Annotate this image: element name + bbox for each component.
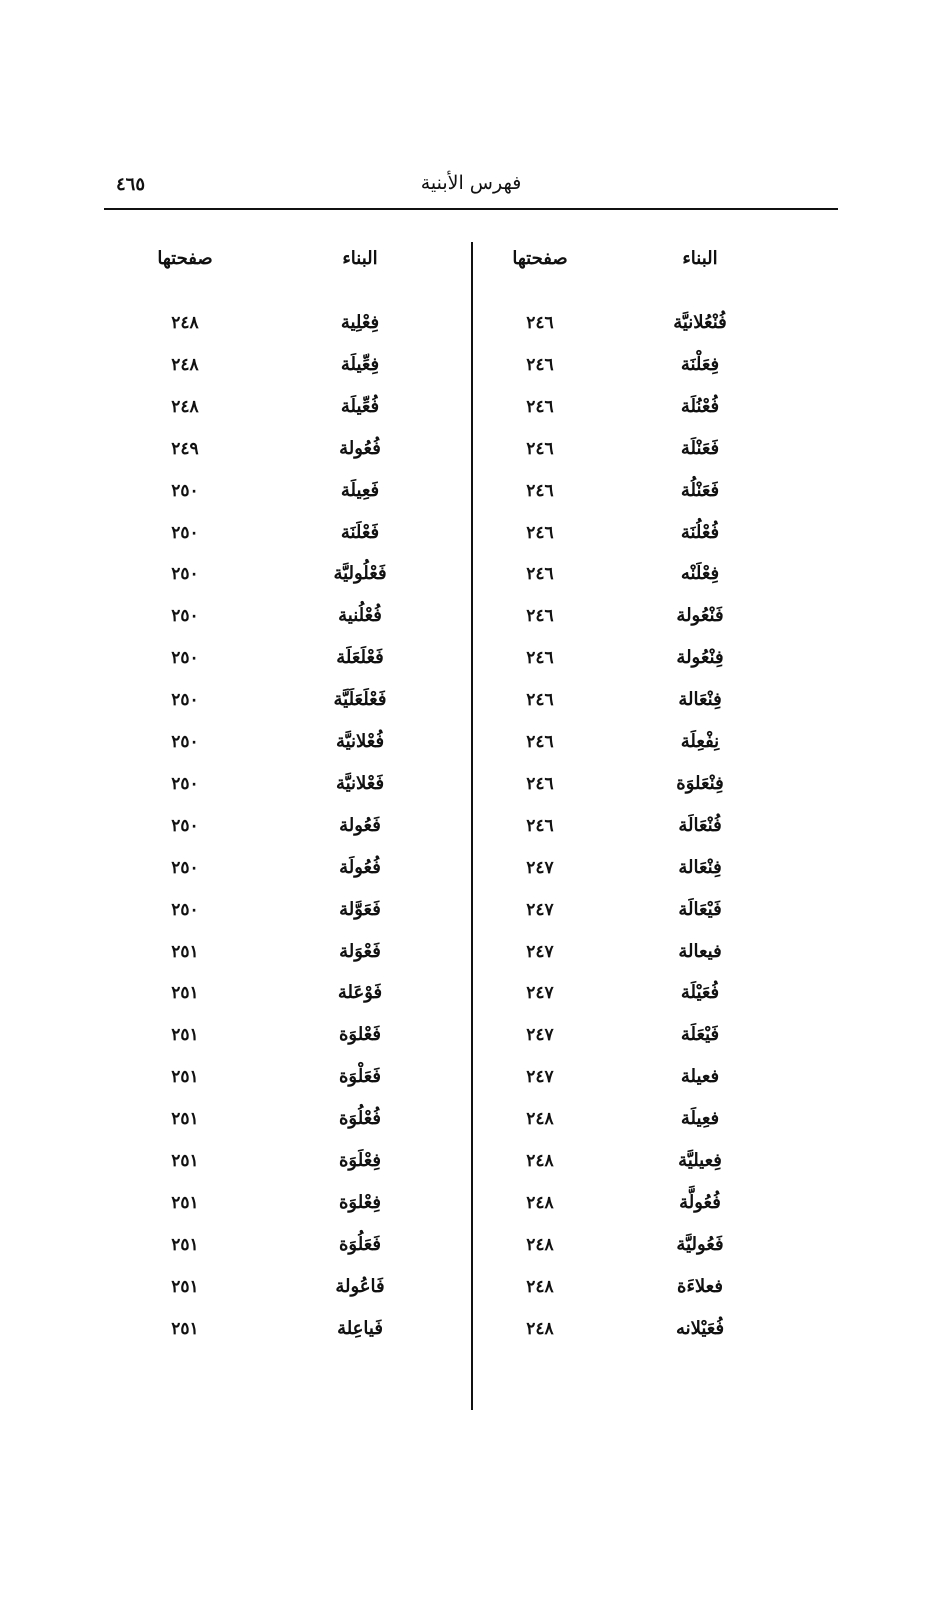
right-page-cell: ٢٤٨ (526, 1109, 554, 1129)
left-pattern-cell: فَياعِلة (337, 1318, 383, 1339)
right-page-cell: ٢٤٦ (526, 481, 554, 501)
left-pattern-cell: فِعِّيلَة (340, 354, 380, 375)
left-pattern-cell: فِعْلِية (340, 312, 380, 333)
right-page-cell: ٢٤٦ (526, 606, 554, 626)
page-number: ٤٦٥ (116, 174, 146, 195)
right-page-cell: ٢٤٧ (526, 1067, 554, 1087)
right-pattern-cell: فُنْعَالَة (678, 815, 722, 836)
right-page-cell: ٢٤٦ (526, 439, 554, 459)
left-page-cell: ٢٥٠ (171, 732, 199, 752)
left-page-cell: ٢٥٠ (171, 564, 199, 584)
right-page-cell: ٢٤٨ (526, 1151, 554, 1171)
left-page-cell: ٢٥١ (171, 1067, 199, 1087)
right-pattern-cell: فعلاءَة (677, 1276, 723, 1297)
left-page-cell: ٢٥٠ (171, 816, 199, 836)
right-pattern-cell: فَعَنْلُة (680, 480, 720, 501)
left-page-cell: ٢٥١ (171, 1151, 199, 1171)
left-pattern-cell: فِعْلَوَة (339, 1150, 381, 1171)
left-page-cell: ٢٥٠ (171, 523, 199, 543)
left-pattern-cell: فُعْلُنية (338, 605, 382, 626)
left-pattern-cell: فَعْلَعَلَة (336, 647, 384, 668)
right-page-cell: ٢٤٧ (526, 983, 554, 1003)
left-pattern-cell: فَعْلوَة (339, 1024, 381, 1045)
left-page-cell: ٢٥٠ (171, 690, 199, 710)
right-pattern-cell: فعِيلَة (680, 1108, 720, 1129)
left-pattern-cell: فَعَلُوَة (339, 1234, 381, 1255)
right-page-cell: ٢٤٦ (526, 816, 554, 836)
right-page-cell: ٢٤٦ (526, 732, 554, 752)
right-pattern-cell: فُعَيْلانه (675, 1318, 725, 1339)
right-pattern-cell: فَيْعَلَة (680, 1024, 720, 1045)
right-pattern-cell: فُعْنُلَة (680, 396, 720, 417)
right-page-cell: ٢٤٨ (526, 1193, 554, 1213)
right-pattern-cell: نِفْعِلَة (680, 731, 720, 752)
right-page-cell: ٢٤٦ (526, 355, 554, 375)
right-page-cell: ٢٤٧ (526, 900, 554, 920)
left-pattern-cell: فَعِيلَة (340, 480, 380, 501)
right-page-cell: ٢٤٦ (526, 397, 554, 417)
page-title: فهرس الأبنية (420, 172, 522, 194)
left-page-cell: ٢٥١ (171, 1319, 199, 1339)
left-page-cell: ٢٥٠ (171, 648, 199, 668)
left-page-cell: ٢٥٠ (171, 774, 199, 794)
right-pattern-cell: فُعْلُنَة (680, 522, 720, 543)
right-page-cell: ٢٤٧ (526, 1025, 554, 1045)
left-pattern-cell: فُعُولة (339, 438, 381, 459)
right-page-cell: ٢٤٨ (526, 1277, 554, 1297)
right-pattern-cell: فُعَيْلَة (680, 982, 720, 1003)
right-pattern-cell: فَنْعُولة (676, 605, 724, 626)
right-pattern-cell: فُنْعُلانيَّة (673, 312, 727, 333)
right-page-cell: ٢٤٨ (526, 1235, 554, 1255)
left-pattern-header: البناء (342, 248, 378, 269)
right-page-cell: ٢٤٦ (526, 523, 554, 543)
left-page-cell: ٢٥١ (171, 1025, 199, 1045)
page-header (104, 162, 838, 202)
right-pattern-cell: فِنْعَالة (678, 857, 722, 878)
left-pattern-cell: فُعْلُوَة (339, 1108, 381, 1129)
right-page-cell: ٢٤٦ (526, 313, 554, 333)
left-pattern-cell: فَعَوَّلة (339, 899, 381, 920)
right-pattern-cell: فُعُولَّة (679, 1192, 721, 1213)
left-pattern-cell: فَاعُولة (335, 1276, 385, 1297)
left-page-cell: ٢٥٠ (171, 858, 199, 878)
right-pattern-cell: فِعيليَّة (678, 1150, 722, 1171)
right-pattern-cell: فِنْعُولة (676, 647, 724, 668)
right-page-cell: ٢٤٧ (526, 942, 554, 962)
right-pattern-cell: فَعُوليَّة (676, 1234, 724, 1255)
left-page-cell: ٢٤٨ (171, 397, 199, 417)
right-page-cell: ٢٤٦ (526, 648, 554, 668)
left-page-cell: ٢٤٩ (171, 439, 199, 459)
header-rule (104, 208, 838, 210)
left-pattern-cell: فَعْوَلة (339, 941, 381, 962)
left-page-cell: ٢٤٨ (171, 313, 199, 333)
left-pattern-cell: فِعْلوَة (339, 1192, 381, 1213)
left-pattern-cell: فَوْعَلة (337, 982, 383, 1003)
right-page-cell: ٢٤٦ (526, 774, 554, 794)
left-page-cell: ٢٥٠ (171, 606, 199, 626)
left-pattern-cell: فَعُولة (339, 815, 381, 836)
right-page-header: صفحتها (512, 248, 568, 269)
right-pattern-cell: فعيلة (680, 1066, 720, 1087)
right-pattern-cell: فِنْعَالة (678, 689, 722, 710)
left-page-cell: ٢٥٠ (171, 900, 199, 920)
right-pattern-cell: فِعَلْنَة (680, 354, 720, 375)
right-page-cell: ٢٤٦ (526, 690, 554, 710)
left-pattern-cell: فَعْلانيَّة (335, 773, 385, 794)
left-page-cell: ٢٥١ (171, 1109, 199, 1129)
left-pattern-cell: فُعْلانيَّة (335, 731, 385, 752)
right-pattern-cell: فَيْعَالَة (678, 899, 722, 920)
left-page-cell: ٢٥١ (171, 942, 199, 962)
right-pattern-header: البناء (682, 248, 718, 269)
left-pattern-cell: فَعْلُوليَّة (333, 563, 387, 584)
column-divider (471, 242, 473, 1410)
right-page-cell: ٢٤٦ (526, 564, 554, 584)
left-page-header: صفحتها (157, 248, 213, 269)
left-page-cell: ٢٥١ (171, 983, 199, 1003)
right-pattern-cell: فِنْعَلوَة (676, 773, 724, 794)
left-page-cell: ٢٥١ (171, 1235, 199, 1255)
right-pattern-cell: فيعالة (678, 941, 722, 962)
right-page-cell: ٢٤٨ (526, 1319, 554, 1339)
left-pattern-cell: فَعَلْوَة (339, 1066, 381, 1087)
left-pattern-cell: فَعْلَعَلَيَّة (333, 689, 387, 710)
right-page-cell: ٢٤٧ (526, 858, 554, 878)
left-page-cell: ٢٥١ (171, 1277, 199, 1297)
left-page-cell: ٢٥١ (171, 1193, 199, 1213)
left-pattern-cell: فُعُولَة (339, 857, 381, 878)
left-pattern-cell: فُعِّيلَة (340, 396, 380, 417)
left-page-cell: ٢٥٠ (171, 481, 199, 501)
left-page-cell: ٢٤٨ (171, 355, 199, 375)
right-pattern-cell: فِعْلَنْه (680, 563, 720, 584)
right-pattern-cell: فَعَنْلَة (680, 438, 720, 459)
left-pattern-cell: فَعْلَنَة (340, 522, 380, 543)
